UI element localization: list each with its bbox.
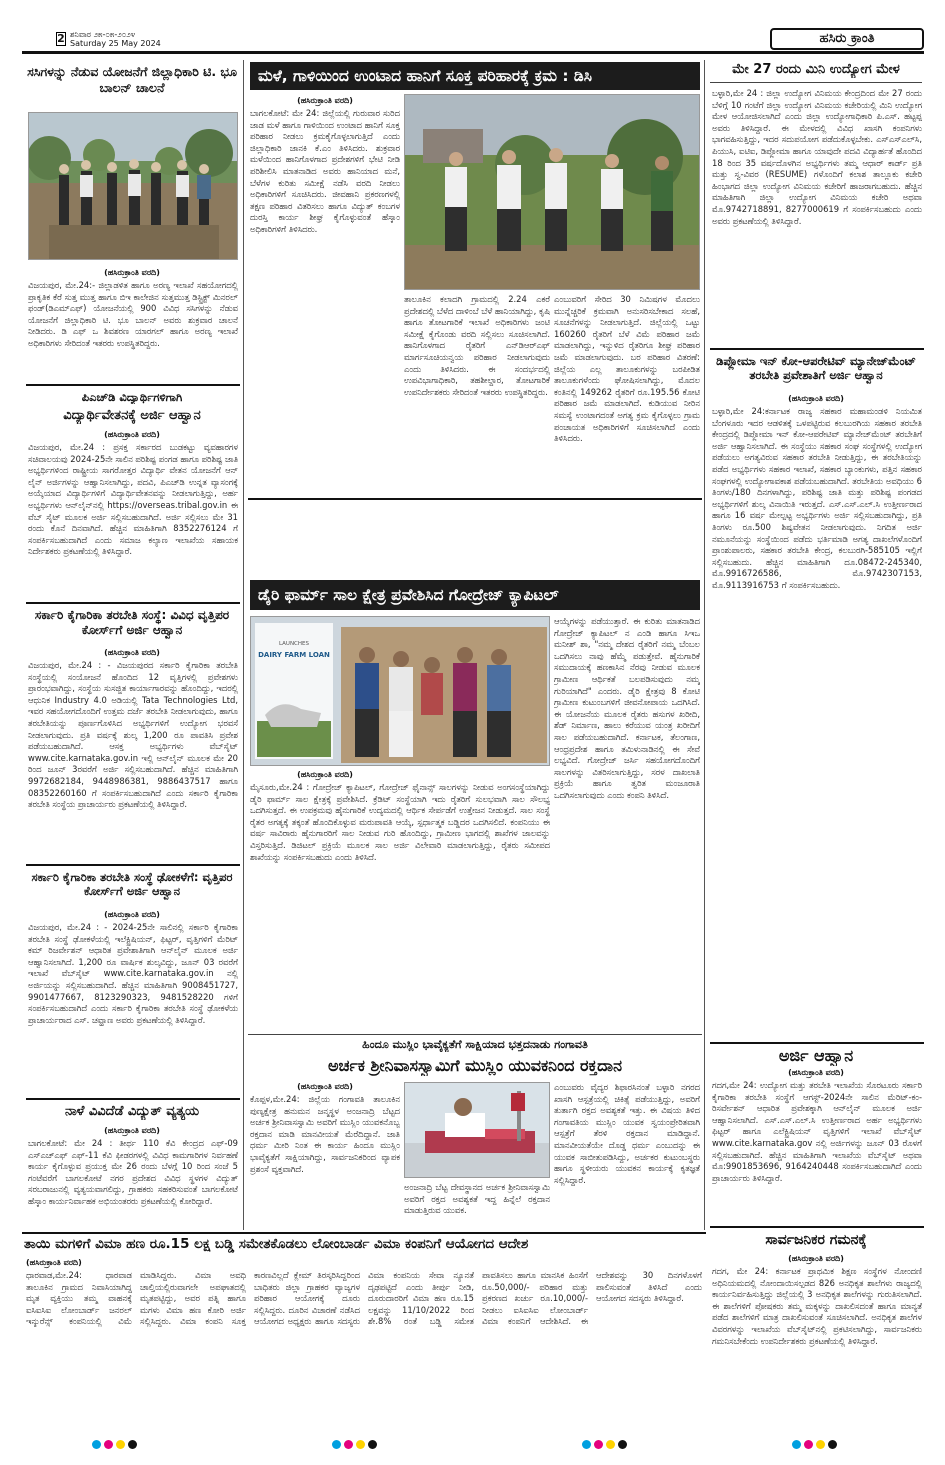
article-body: ತಾಲೂಕಿನ ಕಲಾದಗಿ ಗ್ರಾಮದಲ್ಲಿ 2.24 ಎಕರೆ ಪ್ರದೇಶದಲ್ಲಿ ಬೆಳೆದ ದಾಳಿಂಬೆ ಬೆಳೆ ಹಾನಿಯಾಗಿದ್ದು, ಕೃಷಿ ಹಾಗೂ ತೋಟಗಾರಿಕೆ ಇಲಾಖೆ ಅಧಿಕಾರಿಗಳು ಜಂಟಿ ಸಮೀಕ್ಷೆ ಕೈಗೊಂಡು ವರದಿ ಸಲ್ಲಿಸಲು ಸೂಚಿಸಲಾಗಿದೆ. ಹಾನಿಗೊಳಗಾದ ರೈತರಿಗೆ ಎನ್‌ಡಿಆರ್‌ಎಫ್ ಮಾರ್ಗಸೂಚಿಯನ್ವಯ ಪರಿಹಾರ ನೀಡಲಾಗುವುದು ಎಂದು ತಿಳಿಸಿದರು. ಈ ಸಂದರ್ಭದಲ್ಲಿ ಉಪವಿಭಾಗಾಧಿಕಾರಿ, ತಹಶೀಲ್ದಾರ, ತೋಟಗಾರಿಕೆ ಉಪನಿರ್ದೇಶಕರು ಸೇರಿದಂತೆ ಇತರರು ಉಪಸ್ಥಿತರಿದ್ದರು. bbox=[404, 294, 550, 397]
headline: ತಾಯಿ ಮಗಳಿಗೆ ವಿಮಾ ಹಣ ರೂ.15 ಲಕ್ಷ ಬಡ್ಡಿ ಸಮೇತಕೊಡಲು ಲೋಂಬಾರ್ಡ ವಿಮಾ ಕಂಪನಿಗೆ ಆಯೋಗದ ಆದೇಶ bbox=[24, 1236, 529, 1252]
article-body: ಎಂಬುವರು ವೈದ್ಯರ ಶಿಫಾರಸಿನಂತೆ ಬಳ್ಳಾರಿ ನಗರದ ಖಾಸಗಿ ಆಸ್ಪತ್ರೆಯಲ್ಲಿ ಚಿಕಿತ್ಸೆ ಪಡೆಯುತ್ತಿದ್ದು, ಅವರಿಗೆ ತುರ್ತಾಗಿ ರಕ್ತದ ಅವಶ್ಯಕತೆ ಇತ್ತು. ಈ ವಿಷಯ ತಿಳಿದ ಗಂಗಾವತಿಯ ಮುಸ್ಲಿಂ ಯುವಕ ಸ್ವಯಂಪ್ರೇರಿತವಾಗಿ ಆಸ್ಪತ್ರೆಗೆ ತೆರಳಿ ರಕ್ತದಾನ ಮಾಡಿದ್ದಾನೆ. ಮಾನವೀಯತೆಯೇ ದೊಡ್ಡ ಧರ್ಮ ಎಂಬುದನ್ನು ಈ ಯುವಕ ಸಾಬೀತುಪಡಿಸಿದ್ದು, ಅರ್ಚಕರ ಕುಟುಂಬಸ್ಥರು ಹಾಗೂ ಸ್ಥಳೀಯರು ಯುವಕನ ಕಾರ್ಯಕ್ಕೆ ಕೃತಜ್ಞತೆ ಸಲ್ಲಿಸಿದ್ದಾರೆ. bbox=[554, 1082, 700, 1185]
article-body: ಆಯ್ಕೆಗಳನ್ನು ಪಡೆಯುತ್ತಾರೆ. ಈ ಕುರಿತು ಮಾತನಾಡಿದ ಗೋದ್ರೇಜ್ ಕ್ಯಾಪಿಟಲ್ ನ ಎಂಡಿ ಹಾಗೂ ಸಿಇಒ ಮನೀಶ್ ಶಾ, "ನಮ್ಮ ದೇಶದ ರೈತರಿಗೆ ನಮ್ಮ ಬೆಂಬಲ ಒದಗಿಸಲು ನಾವು ಹೆಮ್ಮೆ ಪಡುತ್ತೇವೆ. ಹೈನುಗಾರಿಕೆ ಸಮುದಾಯಕ್ಕೆ ಹಣಕಾಸಿನ ನೆರವು ನೀಡುವ ಮೂಲಕ ಗ್ರಾಮೀಣ ಆರ್ಥಿಕತೆ ಬಲಪಡಿಸುವುದು ನಮ್ಮ ಗುರಿಯಾಗಿದೆ" ಎಂದರು. ಡೈರಿ ಕ್ಷೇತ್ರವು 8 ಕೋಟಿ ಗ್ರಾಮೀಣ ಕುಟುಂಬಗಳಿಗೆ ಜೀವನೋಪಾಯ ಒದಗಿಸಿದೆ. ಈ ಯೋಜನೆಯ ಮೂಲಕ ರೈತರು ಹಸುಗಳ ಖರೀದಿ, ಶೆಡ್ ನಿರ್ಮಾಣ, ಹಾಲು ಕರೆಯುವ ಯಂತ್ರ ಖರೀದಿಗೆ ಸಾಲ ಪಡೆಯಬಹುದಾಗಿದೆ. ಕರ್ನಾಟಕ, ತೆಲಂಗಾಣ, ಆಂಧ್ರಪ್ರದೇಶ ಹಾಗೂ ತಮಿಳುನಾಡಿನಲ್ಲಿ ಈ ಸೇವೆ ಲಭ್ಯವಿದೆ. ಗೋದ್ರೇಜ್ ಜರ್ಸಿ ಸಹಯೋಗದೊಂದಿಗೆ ಸಾಲಗಳನ್ನು ವಿತರಿಸಲಾಗುತ್ತಿದ್ದು, ಸರಳ ದಾಖಲಾತಿ ಪ್ರಕ್ರಿಯೆ ಹಾಗೂ ತ್ವರಿತ ಮಂಜೂರಾತಿ ಒದಗಿಸಲಾಗುವುದು ಎಂದು ಕಂಪನಿ ತಿಳಿಸಿದೆ. bbox=[554, 616, 700, 800]
credit: (ಹಸಿರುಕ್ರಾಂತಿ ವರದಿ) bbox=[104, 648, 160, 657]
photo-banner-text-top: LAUNCHES bbox=[278, 641, 310, 647]
headline: ನಾಳೆ ವಿವಿದೆಡೆ ವಿದ್ಯುತ್ ವ್ಯತ್ಯಯ bbox=[64, 1104, 200, 1119]
header-rule bbox=[22, 51, 924, 54]
photo-tree-planting bbox=[28, 112, 238, 260]
registration-dot bbox=[356, 1440, 365, 1449]
credit: (ಹಸಿರುಕ್ರಾಂತಿ ವರದಿ) bbox=[788, 1254, 844, 1263]
headline: ಡಿಪ್ಲೋಮಾ ಇನ್ ಕೋ-ಆಪರೇಟಿವ್ ಮ್ಯಾನೇಜ್‌ಮೆಂಟ್ ತರಬೇತಿ ಪ್ರವೇಶಾತಿಗೆ ಅರ್ಜಿ ಆಹ್ವಾನ bbox=[716, 354, 916, 383]
article-body: ಬಾಗಲಕೋಟೆ: ಮೇ 24 : ತೀರ್ಥ 110 ಕೆವಿ ಕೇಂದ್ರದ ಎಫ್-09 ಎಸ್‌ಎಚ್‌ಎಫ್ ಎಫ್-11 ಕೆವಿ ಫೀಡರಗಳಲ್ಲಿ ವಿವಿಧ ಕಾಮಗಾರಿಗಳ ನಿರ್ವಹಣೆ ಕಾರ್ಯ ಕೈಗೊಳ್ಳುವ ಪ್ರಯುಕ್ತ ಮೇ 26 ರಂದು ಬೆಳಗ್ಗೆ 10 ರಿಂದ ಸಂಜೆ 5 ಗಂಟೆವರೆಗೆ ಬಾಗಲಕೋಟೆ ನಗರ ಪ್ರದೇಶದ ವಿವಿಧ ಸ್ಥಳಗಳ ವಿದ್ಯುತ್ ಸರಬರಾಜುನಲ್ಲಿ ವ್ಯತ್ಯಯವಾಗಲಿದ್ದು, ಗ್ರಾಹಕರು ಸಹಕರಿಸುವಂತೆ ಬಾಗಲಕೋಟೆ ಹೆಸ್ಕಾಂ ಕಾರ್ಯನಿರ್ವಾಹಕ ಅಭಿಯಂತರರು ಪ್ರಕಟಣೆಯಲ್ಲಿ ಕೋರಿದ್ದಾರೆ. bbox=[28, 1138, 238, 1206]
separator bbox=[26, 384, 240, 386]
registration-dot bbox=[594, 1440, 603, 1449]
photo-caption: ಅಂಜನಾದ್ರಿ ಬೆಟ್ಟ ದೇವಸ್ಥಾನದ ಅರ್ಚಕ ಶ್ರೀನಿವಾಸಸ್ವಾಮಿ ಅವರಿಗೆ ರಕ್ತದ ಅವಶ್ಯಕತೆ ಇದ್ದ ಹಿನ್ನೆಲೆ ರಕ್ತದಾನ ಮಾಡುತ್ತಿರುವ ಯುವಕ. bbox=[404, 1182, 550, 1216]
photo-banner-text-main: DAIRY FARM LOAN bbox=[258, 651, 330, 659]
separator bbox=[248, 1034, 702, 1035]
credit: (ಹಸಿರುಕ್ರಾಂತಿ ವರದಿ) bbox=[297, 96, 353, 105]
registration-marks bbox=[792, 1440, 837, 1450]
article-body: ಬಳ್ಳಾರಿ,ಮೇ 24 : ಜಿಲ್ಲಾ ಉದ್ಯೋಗ ವಿನಿಮಯ ಕೇಂದ್ರದಿಂದ ಮೇ 27 ರಂದು ಬೆಳಿಗ್ಗೆ 10 ಗಂಟೆಗೆ ಜಿಲ್ಲಾ ಉದ್ಯೋಗ ವಿನಿಮಯ ಕಚೇರಿಯಲ್ಲಿ ಮಿನಿ ಉದ್ಯೋಗ ಮೇಳ ಆಯೋಜಿಸಲಾಗಿದೆ ಎಂದು ಜಿಲ್ಲಾ ಉದ್ಯೋಗಾಧಿಕಾರಿ ಪಿ.ಎಸ್. ಹಟ್ಟಪ್ಪ ಅವರು ತಿಳಿಸಿದ್ದಾರೆ. ಈ ಮೇಳದಲ್ಲಿ ವಿವಿಧ ಖಾಸಗಿ ಕಂಪನಿಗಳು ಭಾಗವಹಿಸುತ್ತಿದ್ದು, ಇದರ ಸದುಪಯೋಗ ಪಡೆದುಕೊಳ್ಳಬೇಕು. ಎಸ್ಎಸ್ಎಲ್‌ಸಿ, ಪಿಯುಸಿ, ಐಟಿಐ, ಡಿಪ್ಲೋಮಾ ಹಾಗೂ ಯಾವುದೇ ಪದವಿ ವಿದ್ಯಾರ್ಹತೆ ಹೊಂದಿದ 18 ರಿಂದ 35 ವರ್ಷದೊಳಗಿನ ಅಭ್ಯರ್ಥಿಗಳು ತಮ್ಮ ಆಧಾರ್ ಕಾರ್ಡ್ ಪ್ರತಿ ಮತ್ತು ಸ್ವ-ವಿವರ (RESUME) ಗಳೊಂದಿಗೆ ಕಲಾಶ ತಾಲ್ಲೂಕು ಕಚೇರಿ ಹಿಂಭಾಗದ ಜಿಲ್ಲಾ ಉದ್ಯೋಗ ವಿನಿಮಯ ಕಚೇರಿಗೆ ಹಾಜರಾಗಬಹುದು. ಹೆಚ್ಚಿನ ಮಾಹಿತಿಗಾಗಿ ಜಿಲ್ಲಾ ಉದ್ಯೋಗ ವಿನಿಮಯ ಕಚೇರಿ ಅಥವಾ ಮೊ.9742718891, 8277000619 ಗೆ ಸಂಪರ್ಕಿಸಬಹುದು ಎಂದು ಅವರು ಪ್ರಕಟಣೆಯಲ್ಲಿ ತಿಳಿಸಿದ್ದಾರೆ. bbox=[712, 88, 922, 226]
registration-dot bbox=[828, 1440, 837, 1449]
separator bbox=[710, 82, 922, 83]
article-body: ಎಂಬುವರಿಗೆ ಸೇರಿದ 30 ನಿಮಿಷಗಳ ಮೊದಲು ಮುನ್ನೆಚ್ಚರಿಕೆ ಕ್ರಮವಾಗಿ ಅನುಸರಿಸಬೇಕಾದ ಸಲಹೆ, ಸೂಚನೆಗಳನ್ನು ನೀಡಲಾಗುತ್ತಿದೆ. ಜಿಲ್ಲೆಯಲ್ಲಿ ಒಟ್ಟು 160260 ರೈತರಿಗೆ ಬೆಳೆ ವಿಮೆ ಪರಿಹಾರ ಜಮೆ ಮಾಡಲಾಗಿದ್ದು, ಇನ್ನುಳಿದ ರೈತರಿಗೂ ಶೀಘ್ರ ಪರಿಹಾರ ಜಮೆ ಮಾಡಲಾಗುವುದು. ಬರ ಪರಿಹಾರ ವಿತರಣೆ: ಜಿಲ್ಲೆಯ ಎಲ್ಲ ತಾಲೂಕುಗಳನ್ನು ಬರಪೀಡಿತ ತಾಲೂಕುಗಳೆಂದು ಘೋಷಿಸಲಾಗಿದ್ದು, ಮೊದಲ ಕಂತಿನಲ್ಲಿ 149262 ರೈತರಿಗೆ ರೂ.195.56 ಕೋಟಿ ಪರಿಹಾರ ಜಮೆ ಮಾಡಲಾಗಿದೆ. ಕುಡಿಯುವ ನೀರಿನ ಸಮಸ್ಯೆ ಉಂಟಾಗದಂತೆ ಅಗತ್ಯ ಕ್ರಮ ಕೈಗೊಳ್ಳಲು ಗ್ರಾಮ ಪಂಚಾಯತ ಅಧಿಕಾರಿಗಳಿಗೆ ಸೂಚಿಸಲಾಗಿದೆ ಎಂದು ತಿಳಿಸಿದರು. bbox=[554, 294, 700, 444]
separator bbox=[22, 1232, 706, 1234]
article-body: ಧಾರವಾಡ,ಮೇ.24: ಧಾರವಾಡ ತಾಲೂಕಿನ ಗ್ರಾಮದ ನಿವಾಸಿಯಾಗಿದ್ದ ಮೃತ ವ್ಯಕ್ತಿಯು ತಮ್ಮ ವಾಹನಕ್ಕೆ ಐಸಿಐಸಿಐ ಲೋಂಬಾರ್ಡ್ ಜನರಲ್ ಇನ್ಶುರೆನ್ಸ್ ಕಂಪನಿಯಲ್ಲಿ ವಿಮೆ ಮಾಡಿಸಿದ್ದರು. ವಿಮಾ ಅವಧಿ ಚಾಲ್ತಿಯಲ್ಲಿರುವಾಗಲೇ ಅಪಘಾತದಲ್ಲಿ ಮೃತಪಟ್ಟಿದ್ದು, ಅವರ ಪತ್ನಿ ಹಾಗೂ ಮಗಳು ವಿಮಾ ಹಣ ಕೋರಿ ಅರ್ಜಿ ಸಲ್ಲಿಸಿದ್ದರು. ವಿಮಾ ಕಂಪನಿ ಸೂಕ್ತ ಕಾರಣವಿಲ್ಲದೆ ಕ್ಲೇಮ್ ತಿರಸ್ಕರಿಸಿದ್ದರಿಂದ ಬಾಧಿತರು ಜಿಲ್ಲಾ ಗ್ರಾಹಕರ ವ್ಯಾಜ್ಯಗಳ ಪರಿಹಾರ ಆಯೋಗಕ್ಕೆ ದೂರು ಸಲ್ಲಿಸಿದ್ದರು. ದೂರಿನ ವಿಚಾರಣೆ ನಡೆಸಿದ ಆಯೋಗದ ಅಧ್ಯಕ್ಷರು ಹಾಗೂ ಸದಸ್ಯರು ವಿಮಾ ಕಂಪನಿಯ ಸೇವಾ ನ್ಯೂನತೆ ದೃಢಪಟ್ಟಿದೆ ಎಂದು ತೀರ್ಪು ನೀಡಿ, ದೂರುದಾರರಿಗೆ ವಿಮಾ ಹಣ ರೂ.15 ಲಕ್ಷವನ್ನು 11/10/2022 ರಿಂದ ಶೇ.8% ರಂತೆ ಬಡ್ಡಿ ಸಮೇತ ಪಾವತಿಸಲು ಹಾಗೂ ಮಾನಸಿಕ ಹಿಂಸೆಗೆ ರೂ.50,000/- ಪರಿಹಾರ ಮತ್ತು ಪ್ರಕರಣದ ಖರ್ಚು ರೂ.10,000/- ನೀಡಲು ಐಸಿಐಸಿಐ ಲೋಂಬಾರ್ಡ್ ವಿಮಾ ಕಂಪನಿಗೆ ಆದೇಶಿಸಿದೆ. ಈ ಆದೇಶವನ್ನು 30 ದಿನಗಳೊಳಗೆ ಪಾಲಿಸುವಂತೆ ತಿಳಿಸಿದೆ ಎಂದು ಆಯೋಗದ ಸದಸ್ಯರು ತಿಳಿಸಿದ್ದಾರೆ. bbox=[26, 1270, 702, 1327]
article-body: ಮೈಸೂರು,ಮೇ.24 : ಗೋದ್ರೇಜ್ ಕ್ಯಾಪಿಟಲ್, ಗೋದ್ರೇಜ್ ಫೈನಾನ್ಸ್ ಸಾಲಗಳನ್ನು ನೀಡುವ ಅಂಗಸಂಸ್ಥೆಯಾಗಿದ್ದು ಡೈರಿ ಫಾರ್ಮ್ ಸಾಲ ಕ್ಷೇತ್ರಕ್ಕೆ ಪ್ರವೇಶಿಸಿದೆ. ಕ್ರೆಡಿಟ್ ಸಂಸ್ಥೆಯಾಗಿ ಇದು ರೈತರಿಗೆ ಸುಲಭವಾಗಿ ಸಾಲ ಸೌಲಭ್ಯ ಒದಗಿಸುತ್ತದೆ. ಈ ಉಪಕ್ರಮವು ಹೈನುಗಾರಿಕೆ ಉದ್ಯಮದಲ್ಲಿ ಆರ್ಥಿಕ ಸೇರ್ಪಡೆಗೆ ಉತ್ತೇಜನ ನೀಡುತ್ತದೆ. ಸಾಲ ಸಂಸ್ಥೆ ರೈತರ ಅಗತ್ಯಕ್ಕೆ ತಕ್ಕಂತೆ ಹೊಂದಿಕೊಳ್ಳುವ ಮರುಪಾವತಿ ಆಯ್ಕೆ, ಸ್ಪರ್ಧಾತ್ಮಕ ಬಡ್ಡಿದರ ಒದಗಿಸಲಿದೆ. ಕಂಪನಿಯು ಈ ವರ್ಷ ಸಾವಿರಾರು ಹೈನುಗಾರರಿಗೆ ಸಾಲ ನೀಡುವ ಗುರಿ ಹೊಂದಿದ್ದು, ಗ್ರಾಮೀಣ ಭಾಗದಲ್ಲಿ ಶಾಖೆಗಳ ಜಾಲವನ್ನು ವಿಸ್ತರಿಸುತ್ತಿದೆ. ಡಿಜಿಟಲ್ ಪ್ರಕ್ರಿಯೆ ಮೂಲಕ ಸಾಲ ಅರ್ಜಿ ವಿಲೇವಾರಿ ಮಾಡಲಾಗುತ್ತಿದ್ದು, ರೈತರು ಸಮೀಪದ ಶಾಖೆಯನ್ನು ಸಂಪರ್ಕಿಸಬಹುದು ಎಂದು ತಿಳಿಸಿದೆ. bbox=[250, 782, 550, 862]
separator bbox=[26, 602, 240, 604]
registration-dot bbox=[618, 1440, 627, 1449]
headline: ಸಸಿಗಳನ್ನು ನೆಡುವ ಯೋಜನೆಗೆ ಜಿಲ್ಲಾಧಿಕಾರಿ ಟಿ. ಭೂ ಬಾಲನ್ ಚಾಲನೆ bbox=[27, 64, 237, 95]
article-body: ಕೊಪ್ಪಳ,ಮೇ.24: ಜಿಲ್ಲೆಯ ಗಂಗಾವತಿ ತಾಲೂಕಿನ ಪುಣ್ಯಕ್ಷೇತ್ರ ಹನುಮನ ಜನ್ಮಸ್ಥಳ ಅಂಜನಾದ್ರಿ ಬೆಟ್ಟದ ಅರ್ಚಕ ಶ್ರೀನಿವಾಸಸ್ವಾಮಿ ಅವರಿಗೆ ಮುಸ್ಲಿಂ ಯುವಕನೊಬ್ಬ ರಕ್ತದಾನ ಮಾಡಿ ಮಾನವೀಯತೆ ಮೆರೆದಿದ್ದಾನೆ. ಜಾತಿ ಧರ್ಮ ಮೀರಿ ನಿಂತ ಈ ಕಾರ್ಯ ಹಿಂದೂ ಮುಸ್ಲಿಂ ಭಾವೈಕ್ಯತೆಗೆ ಸಾಕ್ಷಿಯಾಗಿದ್ದು, ಸಾರ್ವಜನಿಕರಿಂದ ವ್ಯಾಪಕ ಪ್ರಶಂಸೆ ವ್ಯಕ್ತವಾಗಿದೆ. bbox=[250, 1094, 400, 1174]
photo-crop-damage-visit bbox=[404, 94, 700, 290]
registration-dot bbox=[804, 1440, 813, 1449]
credit: (ಹಸಿರುಕ್ರಾಂತಿ ವರದಿ) bbox=[104, 1126, 160, 1135]
page-header bbox=[22, 28, 924, 50]
headline-line2: ವಿದ್ಯಾರ್ಥಿವೇತನಕ್ಕೆ ಅರ್ಜಿ ಆಹ್ವಾನ bbox=[63, 408, 201, 423]
headline-banner: ಡೈರಿ ಫಾರ್ಮ್ ಸಾಲ ಕ್ಷೇತ್ರ ಪ್ರವೇಶಿಸಿದ ಗೋದ್ರೇಜ್ ಕ್ಯಾಪಿಟಲ್ bbox=[250, 580, 700, 610]
registration-dot bbox=[368, 1440, 377, 1449]
headline: ಮೇ 27 ರಂದು ಮಿನಿ ಉದ್ಯೋಗ ಮೇಳ bbox=[732, 62, 900, 77]
credit: (ಹಸಿರುಕ್ರಾಂತಿ ವರದಿ) bbox=[104, 430, 160, 439]
registration-dot bbox=[128, 1440, 137, 1449]
article-body: ಬಳ್ಳಾರಿ,ಮೇ 24:ಕರ್ನಾಟಕ ರಾಜ್ಯ ಸಹಕಾರ ಮಹಾಮಂಡಳಿ ನಿಯಮಿತ ಬೆಂಗಳೂರು ಇದರ ಆಡಳಿತಕ್ಕೆ ಒಳಪಟ್ಟಿರುವ ಕಲಬುರಗಿಯ ಸಹಕಾರ ತರಬೇತಿ ಕೇಂದ್ರದಲ್ಲಿ ಡಿಪ್ಲೋಮಾ ಇನ್ ಕೋ-ಆಪರೇಟಿವ್ ಮ್ಯಾನೇಜ್‌ಮೆಂಟ್ ತರಬೇತಿಗೆ ಅರ್ಜಿ ಆಹ್ವಾನಿಸಲಾಗಿದೆ. ಈ ಸಂಸ್ಥೆಯು ಸಹಕಾರ ಸಂಘ ಸಂಸ್ಥೆಗಳಲ್ಲಿ ಉದ್ಯೋಗ ಪಡೆಯಲು ಅಗತ್ಯವಿರುವ ಸಹಕಾರ ತರಬೇತಿ ನೀಡುತ್ತಿದ್ದು, ಈ ತರಬೇತಿಯನ್ನು ಪಡೆದ ಅಭ್ಯರ್ಥಿಗಳು ಸಹಕಾರ ಇಲಾಖೆ, ಸಹಕಾರ ಬ್ಯಾಂಕುಗಳು, ಪತ್ತಿನ ಸಹಕಾರ ಸಂಘಗಳಲ್ಲಿ ಉದ್ಯೋಗಾವಕಾಶ ಪಡೆಯಬಹುದಾಗಿದೆ. ತರಬೇತಿಯ ಅವಧಿಯು 6 ತಿಂಗಳು/180 ದಿನಗಳಾಗಿದ್ದು, ಪರಿಶಿಷ್ಟ ಜಾತಿ ಮತ್ತು ಪರಿಶಿಷ್ಟ ಪಂಗಡದ ಅಭ್ಯರ್ಥಿಗಳಿಗೆ ಶುಲ್ಕ ವಿನಾಯಿತಿ ಇರುತ್ತದೆ. ಎಸ್.ಎಸ್.ಎಲ್.ಸಿ ಉತ್ತೀರ್ಣರಾದ ಹಾಗೂ 16 ವರ್ಷ ಮೇಲ್ಪಟ್ಟ ಅಭ್ಯರ್ಥಿಗಳು ಅರ್ಜಿ ಸಲ್ಲಿಸಬಹುದಾಗಿದ್ದು, ಪ್ರತಿ ತಿಂಗಳು ರೂ.500 ಶಿಷ್ಯವೇತನ ನೀಡಲಾಗುವುದು. ನಿಗದಿತ ಅರ್ಜಿ ನಮೂನೆಯನ್ನು ಸಂಸ್ಥೆಯಿಂದ ಪಡೆದು ಭರ್ತಿಮಾಡಿ ಅಗತ್ಯ ದಾಖಲೆಗಳೊಂದಿಗೆ ಪ್ರಾಂಶುಪಾಲರು, ಸಹಕಾರ ತರಬೇತಿ ಕೇಂದ್ರ, ಕಲಬುರಗಿ-585105 ಇಲ್ಲಿಗೆ ಸಲ್ಲಿಸಬಹುದು. ಹೆಚ್ಚಿನ ಮಾಹಿತಿಗಾಗಿ ದೂ.08472-245340, ಮೊ.9916726586, ಮೊ.9742307153, ಮೊ.9113916753 ಗೆ ಸಂಪರ್ಕಿಸಬಹುದು. bbox=[712, 406, 922, 590]
newspaper-page bbox=[22, 28, 924, 1453]
credit: (ಹಸಿರುಕ್ರಾಂತಿ ವರದಿ) bbox=[26, 1258, 82, 1267]
registration-dot bbox=[582, 1440, 591, 1449]
registration-dot bbox=[792, 1440, 801, 1449]
headline: ಸಾರ್ವಜನಿಕರ ಗಮನಕ್ಕೆ bbox=[765, 1232, 867, 1248]
headline: ಸರ್ಕಾರಿ ಕೈಗಾರಿಕಾ ತರಬೇತಿ ಸಂಸ್ಥೆ ಢೋಕಳೆಗೆ: ವೃತ್ತಿಪರ ಕೋರ್ಸ್‌ಗೆ ಅರ್ಜಿ ಆಹ್ವಾನ bbox=[31, 870, 233, 899]
masthead: ಹಸಿರು ಕ್ರಾಂತಿ bbox=[770, 28, 924, 50]
headline: ಸರ್ಕಾರಿ ಕೈಗಾರಿಕಾ ತರಬೇತಿ ಸಂಸ್ಥೆ: ವಿವಿಧ ವೃತ್ತಿಪರ ಕೋರ್ಸ್‌ಗೆ ಅರ್ಜಿ ಆಹ್ವಾನ bbox=[34, 608, 230, 637]
credit: (ಹಸಿರುಕ್ರಾಂತಿ ವರದಿ) bbox=[104, 910, 160, 919]
registration-dot bbox=[104, 1440, 113, 1449]
credit: (ಹಸಿರುಕ್ರಾಂತಿ ವರದಿ) bbox=[104, 268, 160, 277]
separator bbox=[26, 1098, 240, 1100]
headline: ಅರ್ಜಿ ಆಹ್ವಾನ bbox=[778, 1046, 854, 1065]
registration-dot bbox=[92, 1440, 101, 1449]
article-body: ಬಾಗಲಕೋಟೆ: ಮೇ 24: ಜಿಲ್ಲೆಯಲ್ಲಿ ಗುರುವಾರ ಸುರಿದ ಜಾಡ ಮಳೆ ಹಾಗೂ ಗಾಳಿಯಿಂದ ಉಂಟಾದ ಹಾನಿಗೆ ಸೂಕ್ತ ಪರಿಹಾರ ನೀಡಲು ಕ್ರಮಕೈಗೊಳ್ಳಲಾಗುತ್ತಿದೆ ಎಂದು ಜಿಲ್ಲಾಧಿಕಾರಿ ಜಾನಕಿ ಕೆ.ಎಂ ತಿಳಿಸಿದರು. ಶುಕ್ರವಾರ ಮಳೆಯಿಂದ ಹಾನಿಗೊಳಗಾದ ಪ್ರದೇಶಗಳಿಗೆ ಭೇಟಿ ನೀಡಿ ಪರಿಶೀಲಿಸಿ ಮಾತನಾಡಿದ ಅವರು ಹಾನಿಯಾದ ಮನೆ, ಬೆಳೆಗಳ ಕುರಿತು ಸಮೀಕ್ಷೆ ನಡೆಸಿ ವರದಿ ನೀಡಲು ಅಧಿಕಾರಿಗಳಿಗೆ ಸೂಚಿಸಿದರು. ಜೀವಹಾನಿ ಪ್ರಕರಣಗಳಲ್ಲಿ ತಕ್ಷಣ ಪರಿಹಾರ ವಿತರಿಸಲು ಹಾಗೂ ವಿದ್ಯುತ್ ಕಂಬಗಳ ದುರಸ್ತಿ ಕಾರ್ಯ ಶೀಘ್ರ ಕೈಗೊಳ್ಳುವಂತೆ ಹೆಸ್ಕಾಂ ಅಧಿಕಾರಿಗಳಿಗೆ ತಿಳಿಸಿದರು. bbox=[250, 108, 400, 234]
registration-dot bbox=[606, 1440, 615, 1449]
photo-blood-donation bbox=[404, 1082, 550, 1178]
date-english: Saturday 25 May 2024 bbox=[70, 39, 161, 48]
date-local: ಶನಿವಾರ ೨೫-೦೫-೨೦೨೪ bbox=[70, 30, 136, 39]
registration-dot bbox=[332, 1440, 341, 1449]
credit: (ಹಸಿರುಕ್ರಾಂತಿ ವರದಿ) bbox=[788, 1068, 844, 1077]
credit: (ಹಸಿರುಕ್ರಾಂತಿ ವರದಿ) bbox=[297, 1082, 353, 1091]
article-body: ಗದಗ, ಮೇ 24: ಕರ್ನಾಟಕ ಪ್ರಾಥಮಿಕ ಶಿಕ್ಷಣ ಸಂಸ್ಥೆಗಳ ನೋಂದಣಿ ಅಧಿನಿಯಮದಲ್ಲಿ ನೋಂದಾಯಿಸಲ್ಪಡದ 826 ಅನಧಿಕೃತ ಶಾಲೆಗಳು ರಾಜ್ಯದಲ್ಲಿ ಕಾರ್ಯನಿರ್ವಹಿಸುತ್ತಿದ್ದು ಜಿಲ್ಲೆಯಲ್ಲಿ 3 ಅನಧಿಕೃತ ಶಾಲೆಗಳನ್ನು ಗುರುತಿಸಲಾಗಿದೆ. ಈ ಶಾಲೆಗಳಿಗೆ ಪೋಷಕರು ತಮ್ಮ ಮಕ್ಕಳನ್ನು ದಾಖಲಿಸದಂತೆ ಹಾಗೂ ಮಾನ್ಯತೆ ಪಡೆದ ಶಾಲೆಗಳಿಗೆ ಮಾತ್ರ ದಾಖಲಿಸುವಂತೆ ಸೂಚಿಸಲಾಗಿದೆ. ಅನಧಿಕೃತ ಶಾಲೆಗಳ ವಿವರಗಳನ್ನು ಇಲಾಖೆಯ ವೆಬ್‌ಸೈಟ್‌ನಲ್ಲಿ ಪ್ರಕಟಿಸಲಾಗಿದ್ದು, ಸಾರ್ವಜನಿಕರು ಗಮನಿಸಬೇಕೆಂದು ಉಪನಿರ್ದೇಶಕರು ಪ್ರಕಟಣೆಯಲ್ಲಿ ತಿಳಿಸಿದ್ದಾರೆ. bbox=[712, 1266, 922, 1346]
separator bbox=[26, 864, 240, 866]
separator bbox=[710, 1042, 924, 1044]
headline-line1: ಪಿಎಚ್‌ಡಿ ವಿದ್ಯಾರ್ಥಿಗಳಿಗಾಗಿ bbox=[81, 390, 183, 404]
article-body: ವಿಜಯಪುರ, ಮೇ.24 : - 2024-25ನೇ ಸಾಲಿನಲ್ಲಿ ಸರ್ಕಾರಿ ಕೈಗಾರಿಕಾ ತರಬೇತಿ ಸಂಸ್ಥೆ ಢೋಕಳೆಯಲ್ಲಿ ಇಲೆಕ್ಟ್ರಿಷಿಯನ್, ಫಿಟ್ಟರ್, ವೃತ್ತಿಗಳಿಗೆ ಮೆರಿಟ್ ಕಮ್ ರಿಜರ್ವೇಶನ್ ಆಧಾರಿತ ಪ್ರವೇಶಾತಿಗಾಗಿ ಆನ್‌ಲೈನ್ ಮೂಲಕ ಅರ್ಜಿ ಆಹ್ವಾನಿಸಲಾಗಿದೆ. 1,200 ರೂ ವಾರ್ಷಿಕ ಶುಲ್ಕವಿದ್ದು, ಜೂನ್ 03 ರವರೆಗೆ ಇಲಾಖೆ ವೆಬ್‌ಸೈಟ್ www.cite.karnataka.gov.in ನಲ್ಲಿ ಅರ್ಜಿಯನ್ನು ಸಲ್ಲಿಸಬಹುದಾಗಿದೆ. ಹೆಚ್ಚಿನ ಮಾಹಿತಿಗಾಗಿ 9008451727, 9901477667, 8123290323, 9481528220 ಗಳಿಗೆ ಸಂಪರ್ಕಿಸಬಹುದಾಗಿದೆ ಎಂದು ಸರ್ಕಾರಿ ಕೈಗಾರಿಕಾ ತರಬೇತಿ ಸಂಸ್ಥೆ ಢೋಕಳೆಯ ಪ್ರಾಚಾರ್ಯರಾದ ಎಸ್. ಚವ್ಹಾಣ ಅವರು ಪ್ರಕಟಣೆಯಲ್ಲಿ ತಿಳಿಸಿದ್ದಾರೆ. bbox=[28, 922, 238, 1025]
photo-dairy-loan-launch bbox=[250, 616, 550, 766]
page-number: 2 bbox=[57, 32, 65, 45]
kicker: ಹಿಂದೂ ಮುಸ್ಲಿಂ ಭಾವೈಕ್ಯತೆಗೆ ಸಾಕ್ಷಿಯಾದ ಭತ್ತದನಾಡು ಗಂಗಾವತಿ bbox=[362, 1038, 588, 1051]
registration-dot bbox=[816, 1440, 825, 1449]
registration-dot bbox=[116, 1440, 125, 1449]
article-body: ವಿಜಯಪುರ, ಮೇ.24 : - ವಿಜಯಪುರದ ಸರ್ಕಾರಿ ಕೈಗಾರಿಕಾ ತರಬೇತಿ ಸಂಸ್ಥೆಯಲ್ಲಿ ಸಂಯೋಜನೆ ಹೊಂದಿದ 12 ವೃತ್ತಿಗಳಲ್ಲಿ ಪ್ರವೇಶಗಳು ಪ್ರಾರಂಭವಾಗಿದ್ದು, ಸಂಸ್ಥೆಯ ಸುಸಜ್ಜಿತ ಕಾರ್ಯಾಗಾರವನ್ನು ಹೊಂದಿದ್ದು, ಇದರಲ್ಲಿ ಆಧುನಿಕ Industry 4.0 ಅಡಿಯಲ್ಲಿ Tata Technologies Ltd, ಇವರ ಸಹಯೋಗದೊಂದಿಗೆ ಉತ್ತಮ ದರ್ಜೆ ತರಬೇತಿ ನೀಡಲಾಗುವುದು, ಹಾಗೂ ತರಬೇತಿಯನ್ನು ಪೂರ್ಣಗೊಳಿಸಿದ ಅಭ್ಯರ್ಥಿಗಳಿಗೆ ಉದ್ಯೋಗ ಭರವಸೆ ನೀಡಲಾಗುವುದು. ಪ್ರತಿ ವರ್ಷಕ್ಕೆ ಶುಲ್ಕ 1,200 ರೂ ಪಾವತಿಸಿ ಪ್ರವೇಶ ಪಡೆಯಬಹುದಾಗಿದೆ. ಆಸಕ್ತ ಅಭ್ಯರ್ಥಿಗಳು ವೆಬ್‌ಸೈಟ್ www.cite.karnataka.gov.in ಇಲ್ಲಿ ಆನ್‌ಲೈನ್ ಮೂಲಕ ಮೇ 20 ರಿಂದ ಜೂನ್ 3ರವರೆಗೆ ಅರ್ಜಿ ಸಲ್ಲಿಸಬಹುದಾಗಿದೆ. ಹೆಚ್ಚಿನ ಮಾಹಿತಿಗಾಗಿ 9972682184, 9448986381, 9886437517 ಹಾಗೂ 08352260160 ಗೆ ಸಂಪರ್ಕಿಸಬಹುದಾಗಿದೆ ಎಂದು ಸರ್ಕಾರಿ ಕೈಗಾರಿಕಾ ತರಬೇತಿ ಸಂಸ್ಥೆಯ ಪ್ರಾಚಾರ್ಯರು ಪ್ರಕಟಣೆಯಲ್ಲಿ ತಿಳಿಸಿದ್ದಾರೆ. bbox=[28, 660, 238, 810]
separator bbox=[710, 1226, 924, 1228]
credit: (ಹಸಿರುಕ್ರಾಂತಿ ವರದಿ) bbox=[788, 394, 844, 403]
separator bbox=[248, 498, 702, 500]
registration-marks bbox=[92, 1440, 137, 1450]
column-divider bbox=[704, 60, 705, 1230]
separator bbox=[710, 348, 924, 350]
headline: ಅರ್ಚಕ ಶ್ರೀನಿವಾಸಸ್ವಾಮಿಗೆ ಮುಸ್ಲಿಂ ಯುವಕನಿಂದ ರಕ್ತದಾನ bbox=[328, 1056, 622, 1075]
column-divider bbox=[243, 60, 244, 1230]
article-body: ವಿಜಯಪುರ, ಮೇ.24:- ಜಿಲ್ಲಾಡಳಿತ ಹಾಗೂ ಅರಣ್ಯ ಇಲಾಖೆ ಸಹಯೋಗದಲ್ಲಿ ಪ್ರಾಕೃತಿಕ ಕೆರೆ ಸುತ್ತ ಮುತ್ತ ಹಾಗೂ ಬಿಇ ಕಾಲೇಜಿನ ಸುತ್ತಮುತ್ತ ಡಿಸ್ಟ್ರಿಕ್ಟ್ ಮಿನರಲ್ ಫಂಡ್(ಡಿಎಮ್ಎಫ್) ಯೋಜನೆಯಲ್ಲಿ 900 ವಿವಿಧ ಸಸಿಗಳನ್ನು ನೆಡುವ ಯೋಜನೆಗೆ ಜಿಲ್ಲಾಧಿಕಾರಿ ಟಿ. ಭೂ ಬಾಲನ್ ಅವರು ಶುಕ್ರವಾರ ಚಾಲನೆ ನೀಡಿದರು. ಡಿ ಎಫ್ ಒ ಶಿವಶರಣ ಯಾರಗಲ್ ಹಾಗೂ ಅರಣ್ಯ ಇಲಾಖೆ ಅಧಿಕಾರಿಗಳು ಸೇರಿದಂತೆ ಇತರರು ಉಪಸ್ಥಿತರಿದ್ದರು. bbox=[28, 280, 238, 348]
headline-banner: ಮಳೆ, ಗಾಳಿಯಿಂದ ಉಂಟಾದ ಹಾನಿಗೆ ಸೂಕ್ತ ಪರಿಹಾರಕ್ಕೆ ಕ್ರಮ : ಡಿಸಿ bbox=[250, 62, 700, 90]
article-body: ಗದಗ,ಮೇ 24: ಉದ್ಯೋಗ ಮತ್ತು ತರಬೇತಿ ಇಲಾಖೆಯ ಸೊರಟೂರು ಸರ್ಕಾರಿ ಕೈಗಾರಿಕಾ ತರಬೇತಿ ಸಂಸ್ಥೆಗೆ ಆಗಸ್ಟ್-2024ನೇ ಸಾಲಿನ ಮೆರಿಟ್-ಕಂ-ರಿಸರ್ವೇಶನ್ ಆಧಾರಿತ ಪ್ರವೇಶಕ್ಕಾಗಿ ಆನ್‌ಲೈನ್ ಮೂಲಕ ಅರ್ಜಿ ಆಹ್ವಾನಿಸಲಾಗಿದೆ. ಎಸ್.ಎಸ್.ಎಲ್.ಸಿ ಉತ್ತೀರ್ಣರಾದ ಅರ್ಹ ಅಭ್ಯರ್ಥಿಗಳು ಫಿಟ್ಟರ್ ಹಾಗೂ ಎಲೆಕ್ಟ್ರಿಷಿಯನ್ ವೃತ್ತಿಗಳಿಗೆ ಇಲಾಖೆ ವೆಬ್‌ಸೈಟ್ www.cite.karnataka.gov ನಲ್ಲಿ ಅರ್ಜಿಗಳನ್ನು ಜೂನ್ 03 ರೊಳಗೆ ಸಲ್ಲಿಸಬಹುದಾಗಿದೆ. ಹೆಚ್ಚಿನ ಮಾಹಿತಿಗಾಗಿ ಇಲಾಖೆಯ ವೆಬ್‌ಸೈಟ್ ಅಥವಾ ಮೊ:9901853696, 9164240448 ಸಂಪರ್ಕಿಸಬಹುದಾಗಿದೆ ಎಂದು ಪ್ರಾಚಾರ್ಯರು ತಿಳಿಸಿದ್ದಾರೆ. bbox=[712, 1080, 922, 1183]
registration-marks bbox=[582, 1440, 627, 1450]
registration-dot bbox=[344, 1440, 353, 1449]
credit: (ಹಸಿರುಕ್ರಾಂತಿ ವರದಿ) bbox=[297, 770, 353, 779]
registration-marks bbox=[332, 1440, 377, 1450]
article-body: ವಿಜಯಪುರ, ಮೇ.24 : ಪ್ರಸಕ್ತ ಸರ್ಕಾರದ ಬುಡಕಟ್ಟು ವ್ಯವಹಾರಗಳ ಸಚಿವಾಲಯವು 2024-25ನೇ ಸಾಲಿನ ಪರಿಶಿಷ್ಟ ಪಂಗಡ ಹಾಗೂ ಪರಿಶಿಷ್ಟ ಜಾತಿ ಅಭ್ಯರ್ಥಿಗಳಿಂದ ರಾಷ್ಟ್ರೀಯ ಸಾಗರೋತ್ತರ ವಿದ್ಯಾರ್ಥಿ ವೇತನ ಯೋಜನೆಗೆ ಆನ್ ಲೈನ್ ಅರ್ಜಿಗಳನ್ನು ಆಹ್ವಾನಿಸಲಾಗಿದ್ದು, ಪದವಿ, ಪಿಎಚ್‌ಡಿ ಉನ್ನತ ವ್ಯಾಸಂಗಕ್ಕೆ ಅಯ್ಕೆಯಾದ ವಿದ್ಯಾರ್ಥಿಗಳಿಗೆ ವಿದ್ಯಾರ್ಥಿವೇತನವನ್ನು ನೀಡಲಾಗುತ್ತಿದ್ದು, ಅರ್ಹ ಅಭ್ಯರ್ಥಿಗಳು ಆನ್‌ಲೈನ್‌ನಲ್ಲಿ https://overseas.tribal.gov.in ಈ ವೆಬ್ ಸೈಟ್ ಮೂಲಕ ಅರ್ಜಿ ಸಲ್ಲಿಸಬಹುದಾಗಿದೆ. ಅರ್ಜಿ ಸಲ್ಲಿಸಲು ಮೇ 31 ರಂದು ಕೊನೆ ದಿನವಾಗಿದೆ. ಹೆಚ್ಚಿನ ಮಾಹಿತಿಗಾಗಿ 8352276124 ಗೆ ಸಂಪರ್ಕಿಸಬಹುದಾಗಿದೆ ಎಂದು ಸಮಾಜ ಕಲ್ಯಾಣ ಇಲಾಖೆಯ ಸಹಾಯಕ ನಿರ್ದೇಶಕರು ಪ್ರಕಟಣೆಯಲ್ಲಿ ತಿಳಿಸಿದ್ದಾರೆ. bbox=[28, 442, 238, 557]
